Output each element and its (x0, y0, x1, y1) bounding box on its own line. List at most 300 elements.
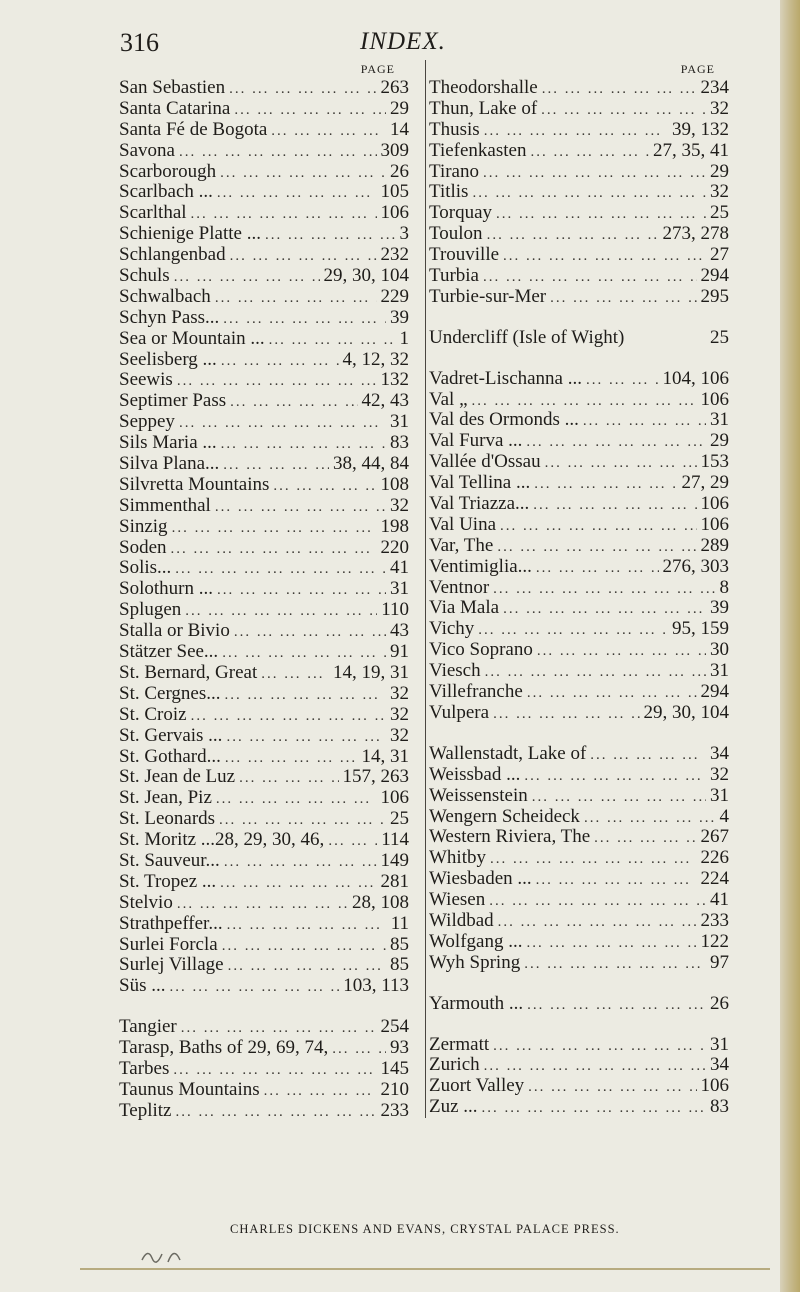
leader-dots (271, 121, 386, 142)
entry-name: Seewis (119, 369, 173, 391)
index-entry (119, 830, 409, 851)
entry-name: Torquay (429, 202, 493, 224)
entry-page: 41 (710, 889, 729, 911)
index-entry (119, 78, 409, 99)
index-entry (429, 162, 729, 183)
entry-name: Stätzer See... (119, 641, 219, 663)
leader-dots (485, 662, 706, 683)
entry-name: Schlangenbad (119, 244, 226, 266)
leader-dots (220, 163, 386, 184)
index-entry (119, 809, 409, 830)
leader-dots (524, 766, 706, 787)
entry-name: Wengern Scheideck (429, 805, 580, 827)
entry-page: 210 (380, 1078, 409, 1100)
entry-page: 233 (700, 909, 729, 931)
entry-name: Silva Plana... (119, 453, 220, 475)
index-entry (429, 1035, 729, 1056)
entry-name: Santa Fé de Bogota (119, 118, 268, 140)
index-group-y (429, 994, 729, 1015)
leader-dots (550, 288, 696, 309)
index-entry (119, 329, 409, 350)
index-entry (119, 412, 409, 433)
index-entry (119, 705, 409, 726)
index-entry (429, 141, 729, 162)
entry-page: 26 (710, 992, 729, 1014)
leader-dots (482, 1098, 706, 1119)
index-entry (119, 893, 409, 914)
entry-page: 85 (390, 933, 409, 955)
index-entry (119, 1080, 409, 1101)
entry-name: St. Jean de Luz (119, 766, 236, 788)
entry-name: Vico Soprano (429, 639, 533, 661)
leader-dots (226, 727, 386, 748)
entry-name: Tarbes (119, 1057, 170, 1079)
entry-page: 41 (390, 557, 409, 579)
entry-name: San Sebastien (119, 77, 226, 98)
index-entry (119, 767, 409, 788)
entry-name: St. Croiz (119, 703, 187, 725)
entry-name: Undercliff (Isle of Wight) (429, 326, 625, 348)
index-entry (429, 869, 729, 890)
entry-name: Stelvio (119, 891, 173, 913)
entry-page: 32 (710, 97, 729, 119)
index-entry (119, 224, 409, 245)
index-entry (429, 1097, 729, 1118)
entry-name: Schienige Platte ... (119, 223, 261, 245)
entry-page: 25 (710, 326, 729, 348)
entry-name: Scarborough (119, 160, 217, 182)
entry-page: 31 (710, 784, 729, 806)
entry-page: 83 (710, 1096, 729, 1118)
entry-name: Wyh Spring (429, 951, 521, 973)
index-group-s (119, 78, 409, 997)
index-entry (429, 224, 729, 245)
entry-page: 32 (710, 181, 729, 203)
entry-page: 108 (380, 473, 409, 495)
leader-dots (537, 641, 706, 662)
leader-dots (472, 183, 706, 204)
left-index-column (119, 60, 409, 1122)
index-entry (119, 308, 409, 329)
entry-page: 294 (700, 265, 729, 287)
right-index-column (425, 60, 729, 1118)
page-number: 316 (120, 28, 159, 57)
entry-name: Val Uina (429, 513, 497, 535)
index-entry (429, 827, 729, 848)
index-entry (429, 410, 729, 431)
entry-name: Stalla or Bivio (119, 620, 230, 642)
leader-dots (586, 370, 659, 391)
index-entry (119, 558, 409, 579)
index-entry (119, 579, 409, 600)
leader-dots (229, 79, 376, 100)
index-entry (119, 350, 409, 371)
leader-dots (179, 142, 377, 163)
entry-name: Ventnor (429, 576, 490, 598)
index-entry (429, 120, 729, 141)
entry-page: 233 (380, 1099, 409, 1121)
index-entry (119, 1059, 409, 1080)
index-entry (429, 911, 729, 932)
index-entry (429, 807, 729, 828)
entry-page: 309 (380, 139, 409, 161)
entry-name: Val Triazza... (429, 493, 530, 515)
index-entry (429, 661, 729, 682)
index-entry (119, 788, 409, 809)
entry-page: 28, 108 (352, 891, 409, 913)
entry-name: Sea or Mountain ... (119, 327, 265, 349)
index-entry (119, 266, 409, 287)
leader-dots (583, 411, 706, 432)
entry-name: St. Moritz ...28, 29, 30, 46, (119, 829, 325, 851)
entry-name: Villefranche (429, 681, 523, 703)
index-entry (119, 496, 409, 517)
index-group-z (429, 1035, 729, 1119)
leader-dots (483, 267, 697, 288)
entry-name: Weissbad ... (429, 763, 521, 785)
entry-name: St. Jean, Piz (119, 787, 212, 809)
page-edge (780, 0, 800, 1292)
leader-dots (590, 745, 706, 766)
leader-dots (497, 537, 696, 558)
entry-name: Septimer Pass (119, 390, 227, 412)
leader-dots (215, 288, 377, 309)
entry-name: Turbia (429, 265, 479, 287)
entry-name: Sinzig (119, 515, 168, 537)
entry-name: St. Cergnes... (119, 682, 221, 704)
entry-name: Zermatt (429, 1033, 490, 1055)
entry-page: 198 (380, 515, 409, 537)
index-entry (119, 538, 409, 559)
entry-name: Titlis (429, 181, 469, 203)
entry-page: 38, 44, 84 (333, 453, 409, 475)
leader-dots (527, 683, 697, 704)
index-entry (429, 78, 729, 99)
entry-name: Wildbad (429, 909, 494, 931)
leader-dots (526, 432, 706, 453)
index-entry (119, 955, 409, 976)
entry-name: Vichy (429, 618, 475, 640)
entry-page: 273, 278 (662, 223, 729, 245)
index-entry (429, 452, 729, 473)
index-entry (119, 433, 409, 454)
index-entry (119, 684, 409, 705)
entry-name: Solothurn ... (119, 578, 213, 600)
entry-page: 43 (390, 620, 409, 642)
entry-page: 29, 30, 104 (643, 701, 729, 723)
leader-dots (223, 309, 386, 330)
entry-page: 103, 113 (343, 975, 409, 997)
leader-dots (191, 706, 386, 727)
entry-name: Zuz ... (429, 1096, 478, 1118)
entry-name: Yarmouth ... (429, 992, 524, 1014)
entry-page: 83 (390, 432, 409, 454)
entry-name: Ventimiglia... (429, 555, 532, 577)
entry-name: Süs ... (119, 975, 166, 997)
column-page-heading: PAGE (680, 62, 715, 76)
entry-name: Soden (119, 536, 167, 558)
index-entry (119, 914, 409, 935)
leader-dots (225, 685, 386, 706)
entry-page: 14, 31 (361, 745, 409, 767)
leader-dots (533, 495, 696, 516)
entry-page: 267 (700, 826, 729, 848)
leader-dots (487, 225, 659, 246)
leader-dots (496, 204, 706, 225)
index-entry (119, 1101, 409, 1122)
leader-dots (472, 391, 697, 412)
leader-dots (216, 789, 377, 810)
index-entry (429, 598, 729, 619)
entry-name: St. Gothard... (119, 745, 221, 767)
index-entry (429, 536, 729, 557)
entry-name: Schwalbach (119, 285, 211, 307)
index-entry (429, 703, 729, 724)
entry-name: Solis... (119, 557, 172, 579)
leader-dots (177, 371, 377, 392)
entry-page: 32 (390, 494, 409, 516)
index-entry (119, 726, 409, 747)
leader-dots (234, 100, 386, 121)
index-entry (119, 182, 409, 203)
leader-dots (224, 852, 377, 873)
entry-page: 95, 159 (672, 618, 729, 640)
entry-name: Tangier (119, 1016, 177, 1038)
index-entry (429, 578, 729, 599)
entry-name: St. Tropez ... (119, 870, 217, 892)
entry-page: 106 (380, 202, 409, 224)
leader-dots (545, 453, 697, 474)
leader-dots (171, 539, 377, 560)
entry-name: St. Sauveur... (119, 849, 220, 871)
leader-dots (536, 558, 659, 579)
index-entry (429, 473, 729, 494)
entry-name: St. Gervais ... (119, 724, 223, 746)
index-group-w (429, 744, 729, 974)
index-entry (429, 890, 729, 911)
entry-page: 224 (700, 868, 729, 890)
leader-dots (493, 1036, 706, 1057)
leader-dots (536, 870, 697, 891)
entry-page: 27, 35, 41 (653, 139, 729, 161)
entry-page: 27, 29 (681, 472, 729, 494)
entry-page: 11 (390, 912, 409, 934)
index-entry (429, 182, 729, 203)
entry-name: Wolfgang ... (429, 930, 523, 952)
leader-dots (215, 497, 386, 518)
entry-name: Val „ (429, 388, 468, 410)
index-entry (119, 851, 409, 872)
index-group-v (429, 369, 729, 724)
entry-name: Via Mala (429, 597, 500, 619)
index-entry (429, 619, 729, 640)
entry-page: 32 (390, 703, 409, 725)
entry-name: Thusis (429, 118, 480, 140)
entry-page: 32 (710, 763, 729, 785)
entry-page: 32 (390, 724, 409, 746)
entry-name: Wiesen (429, 889, 486, 911)
leader-dots (234, 622, 386, 643)
index-entry (429, 1055, 729, 1076)
leader-dots (484, 1056, 706, 1077)
index-entry (119, 475, 409, 496)
leader-dots (503, 246, 706, 267)
entry-name: Viesch (429, 660, 481, 682)
entry-page: 4, 12, 32 (342, 348, 409, 370)
entry-name: Sils Maria ... (119, 432, 217, 454)
index-entry (429, 765, 729, 786)
entry-name: Wiesbaden ... (429, 868, 532, 890)
entry-page: 254 (380, 1016, 409, 1038)
index-entry (429, 932, 729, 953)
index-group-t2 (429, 78, 729, 308)
entry-name: Scarlthal (119, 202, 187, 224)
leader-dots (223, 455, 329, 476)
entry-name: Vulpera (429, 701, 490, 723)
entry-page: 31 (710, 409, 729, 431)
leader-dots (527, 995, 706, 1016)
leader-dots (534, 474, 677, 495)
index-entry (429, 994, 729, 1015)
leader-dots (172, 518, 377, 539)
entry-name: Theodorshalle (429, 77, 538, 98)
entry-name: Surlei Forcla (119, 933, 218, 955)
index-group-u (429, 328, 729, 349)
entry-page: 14 (390, 118, 409, 140)
leader-dots (222, 936, 386, 957)
entry-name: Tirano (429, 160, 479, 182)
index-entry (119, 517, 409, 538)
leader-dots (503, 599, 706, 620)
leader-dots (493, 579, 715, 600)
entry-page: 3 (399, 223, 409, 245)
index-entry (119, 872, 409, 893)
index-entry (429, 848, 729, 869)
entry-page: 31 (710, 660, 729, 682)
entry-page: 29, 30, 104 (323, 265, 409, 287)
leader-dots (594, 828, 696, 849)
entry-name: Seelisberg ... (119, 348, 217, 370)
leader-dots (484, 121, 668, 142)
index-entry (119, 1017, 409, 1038)
entry-page: 220 (380, 536, 409, 558)
index-entry (429, 515, 729, 536)
leader-dots (225, 748, 358, 769)
entry-page: 31 (390, 578, 409, 600)
entry-page: 106 (700, 493, 729, 515)
printer-imprint: CHARLES DICKENS AND EVANS, CRYSTAL PALACE PRESS. (230, 1222, 620, 1236)
entry-page: 263 (380, 77, 409, 98)
leader-dots (175, 559, 386, 580)
index-entry (429, 266, 729, 287)
entry-name: Tiefenkasten (429, 139, 527, 161)
entry-name: Silvretta Mountains (119, 473, 270, 495)
entry-page: 39, 132 (672, 118, 729, 140)
leader-dots (478, 620, 668, 641)
index-entry (119, 203, 409, 224)
leader-dots (173, 1060, 376, 1081)
entry-name: Santa Catarina (119, 97, 231, 119)
leader-dots (483, 163, 706, 184)
leader-dots (584, 808, 716, 829)
index-entry (119, 663, 409, 684)
entry-page: 34 (710, 742, 729, 764)
entry-page: 30 (710, 639, 729, 661)
entry-page: 114 (381, 829, 409, 851)
entry-name: Savona (119, 139, 175, 161)
entry-name: Seppey (119, 411, 175, 433)
entry-page: 29 (710, 430, 729, 452)
entry-name: Turbie-sur-Mer (429, 285, 547, 307)
index-entry (119, 600, 409, 621)
entry-page: 229 (380, 285, 409, 307)
entry-page: 149 (380, 849, 409, 871)
entry-page: 153 (700, 451, 729, 473)
entry-name: Splugen (119, 599, 182, 621)
entry-name: Vadret-Lischanna ... (429, 367, 582, 389)
leader-dots (526, 933, 696, 954)
index-entry (429, 287, 729, 308)
leader-dots (269, 330, 396, 351)
index-entry (119, 454, 409, 475)
leader-dots (493, 704, 639, 725)
entry-page: 106 (700, 388, 729, 410)
entry-name: Zuort Valley (429, 1075, 525, 1097)
index-entry (429, 557, 729, 578)
leader-dots (221, 434, 386, 455)
entry-name: Trouville (429, 244, 500, 266)
leader-dots (191, 204, 377, 225)
entry-page: 97 (710, 951, 729, 973)
entry-name: Zurich (429, 1054, 480, 1076)
entry-name: Schyn Pass... (119, 306, 220, 328)
entry-page: 106 (700, 513, 729, 535)
leader-dots (239, 768, 338, 789)
leader-dots (530, 142, 649, 163)
index-entry (119, 642, 409, 663)
entry-page: 8 (719, 576, 729, 598)
entry-name: St. Bernard, Great (119, 661, 258, 683)
entry-page: 281 (380, 870, 409, 892)
leader-dots (261, 664, 329, 685)
entry-page: 39 (710, 597, 729, 619)
index-entry (119, 287, 409, 308)
index-entry (429, 786, 729, 807)
index-entry (429, 369, 729, 390)
entry-name: Schuls (119, 265, 170, 287)
index-entry (119, 976, 409, 997)
index-entry (119, 935, 409, 956)
leader-dots (228, 956, 386, 977)
index-entry (429, 640, 729, 661)
entry-page: 25 (390, 808, 409, 830)
entry-name: Strathpeffer... (119, 912, 223, 934)
entry-page: 1 (399, 327, 409, 349)
entry-page: 29 (390, 97, 409, 119)
entry-name: Surlej Village (119, 954, 224, 976)
leader-dots (175, 1102, 376, 1123)
index-entry (119, 162, 409, 183)
leader-dots (230, 392, 357, 413)
entry-name: Val des Ormonds ... (429, 409, 579, 431)
leader-dots (332, 1039, 386, 1060)
entry-name: Scarlbach ... (119, 181, 213, 203)
leader-dots (220, 873, 376, 894)
entry-name: Taunus Mountains (119, 1078, 260, 1100)
page-title: INDEX. (360, 28, 446, 55)
leader-dots (528, 1077, 696, 1098)
entry-name: Wallenstadt, Lake of (429, 742, 587, 764)
